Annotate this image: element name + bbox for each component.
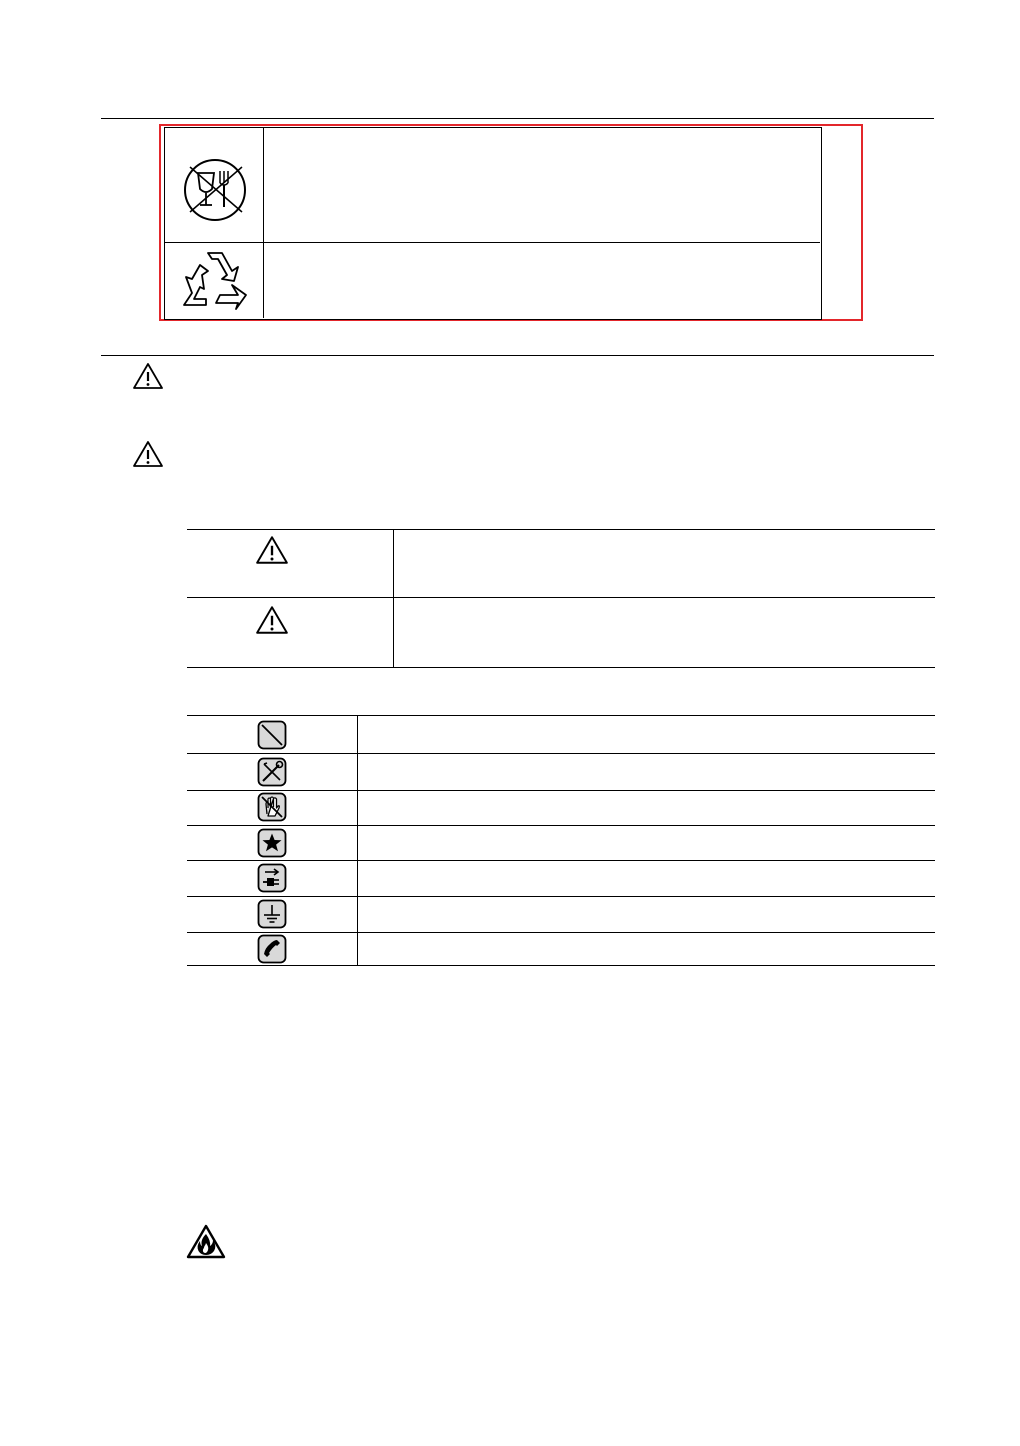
grounding-icon — [257, 899, 287, 929]
section-rule — [101, 355, 934, 356]
pictogram-table-rule — [187, 790, 935, 791]
warning-triangle-icon — [255, 535, 289, 565]
do-not-disassemble-icon — [257, 757, 287, 787]
symbol-table-divider — [263, 128, 264, 318]
pictogram-table-rule — [187, 860, 935, 861]
symbol-row-recycling — [165, 244, 263, 318]
pictogram-table-rule — [187, 753, 935, 754]
symbol-table — [164, 127, 822, 320]
flammable-warning-icon — [186, 1224, 226, 1260]
symbol-table-row-separator — [165, 242, 820, 243]
pictogram-table-rule — [187, 965, 935, 966]
pictogram-table-rule — [187, 825, 935, 826]
top-rule — [101, 118, 934, 119]
no-food-contact-icon — [180, 155, 250, 225]
pictogram-table-rule — [187, 896, 935, 897]
contact-service-icon — [257, 934, 287, 964]
important-instruction-icon — [257, 828, 287, 858]
unplug-icon — [257, 863, 287, 893]
caution-table-divider — [393, 529, 394, 667]
pictogram-table-rule — [187, 715, 935, 716]
caution-table-bottom-rule — [187, 667, 935, 668]
recycling-icon — [178, 247, 252, 315]
do-not-touch-icon — [257, 792, 287, 822]
warning-triangle-icon — [132, 362, 164, 390]
prohibited-icon — [257, 720, 287, 750]
caution-table-mid-rule — [187, 597, 935, 598]
pictogram-table — [187, 715, 935, 967]
pictogram-table-divider — [357, 715, 358, 965]
warning-triangle-icon — [255, 605, 289, 635]
caution-table — [187, 529, 935, 669]
symbol-row-no-food — [165, 128, 263, 242]
warning-triangle-icon — [132, 440, 164, 468]
pictogram-table-rule — [187, 932, 935, 933]
caution-table-top-rule — [187, 529, 935, 530]
